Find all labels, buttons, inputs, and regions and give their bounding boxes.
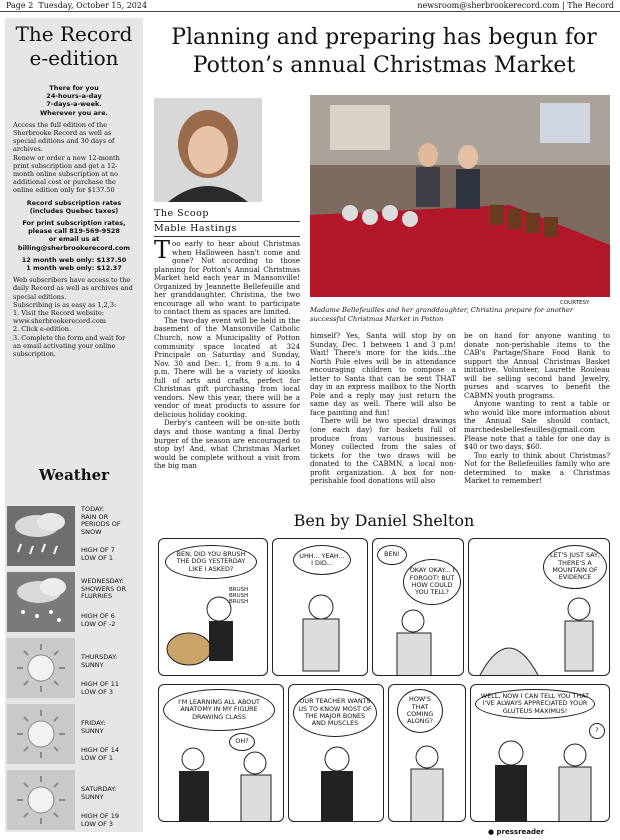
sidebar-title — [5, 22, 143, 70]
weather-condition: FLURRIES — [81, 592, 112, 601]
article-paragraph: Anyone wanting to rent a table or who would like more information about the Annual Sale should contact, marchedesbellesfeuilles@gmail.com Please note that a table for one day is $40 or two days, $60. — [464, 399, 610, 452]
weather-day-name: FRIDAY: — [81, 719, 106, 727]
sidebar-text — [13, 84, 135, 358]
rates-heading: Record subscription rates — [26, 198, 122, 207]
photo-credit: COURTESY — [560, 300, 590, 306]
speech-bubble: BEN, DID YOU BRUSH THE DOG YESTERDAY LIKE I ASKED? — [165, 545, 257, 579]
comic-strips — [158, 538, 610, 824]
comic-panel — [468, 538, 610, 676]
weather-low: LOW OF 3 — [81, 688, 114, 696]
speech-bubble: UHH... YEAH... I DID... — [293, 545, 351, 575]
author-byline: Mable Hastings — [154, 223, 300, 237]
newsroom-email[interactable]: newsroom@sherbrookerecord.com — [417, 1, 560, 10]
header-right: newsroom@sherbrookerecord.com | The Record — [417, 1, 614, 10]
section-label: The Scoop — [154, 208, 300, 222]
pressreader-logo — [488, 828, 544, 836]
comic-title: Ben by Daniel Shelton — [293, 511, 475, 530]
fur-pile-icon — [469, 579, 610, 676]
comic-panel — [388, 684, 466, 822]
speech-bubble: I'M LEARNING ALL ABOUT ANATOMY IN MY FIGURE DRAWING CLASS — [163, 689, 275, 731]
speech-bubble: LET'S JUST SAY, THERE'S A MOUNTAIN OF EVIDENCE — [543, 545, 607, 589]
web-rate-12-month: 12 month web only: $137.50 — [21, 255, 127, 264]
sidebar-title-line1: The Record — [15, 22, 133, 46]
speech-bubble: WELL, NOW I CAN TELL YOU THAT I'VE ALWAYS APPRECIATED YOUR GLUTEUS MAXIMUS! — [475, 689, 595, 719]
headline-line2: Potton’s annual Christmas Market — [192, 53, 576, 78]
weather-high: HIGH OF 6 — [81, 612, 115, 620]
speech-bubble: BEN! — [377, 545, 407, 565]
weather-low: LOW OF 1 — [81, 554, 114, 562]
showers-icon — [7, 572, 75, 632]
weather-day-name: THURSDAY: — [81, 653, 118, 661]
sun-icon — [7, 638, 75, 698]
web-rate-1-month: 1 month web only: $12.37 — [26, 264, 122, 273]
sidebar-paragraph: Renew or order a new 12-month print subscription and get a 12-month online subscription at no additional cost or purchase the online edition only for $137.50 — [13, 153, 120, 195]
comic-strip-2 — [158, 684, 610, 822]
headline-line1: Planning and preparing has begun for — [171, 25, 597, 50]
comic-strip-1 — [158, 538, 610, 676]
rates-subheading: (includes Quebec taxes) — [29, 206, 119, 215]
weather-high: HIGH OF 11 — [81, 680, 119, 688]
billing-email[interactable]: billing@sherbrookerecord.com — [17, 243, 131, 252]
sound-effect: BRUSH BRUSH BRUSH — [229, 587, 249, 605]
market-photo — [310, 95, 610, 297]
weather-day-name: TODAY: — [81, 505, 105, 513]
article-column-1 — [154, 236, 300, 471]
article-paragraph: There will be two special drawings (one each day) for baskets full of produce from various businesses. Money collected from the sales of tickets for the two draws will be donated to the CABMN, a local non-profit organization. A box for non-perishable food donations will also — [310, 416, 456, 486]
article-paragraph — [154, 236, 300, 317]
article-paragraph: himself? Yes, Santa will stop by on Sunday, Dec. 1 between 1 and 3 p.m! Wait! There's more for the kids...the North Pole elves will be in attendance encouraging children to compose a letter to Santa that can be sent THAT day in an express mailbox to the North Pole and a reply may just return the same day as well. There will also be face painting and fun! — [310, 331, 456, 417]
sidebar-title-line2: e-edition — [29, 46, 119, 70]
article-column-3 — [464, 332, 610, 486]
weather-condition: SNOW — [81, 527, 102, 536]
ben-icon — [373, 607, 464, 676]
weather-condition: SUNNY — [81, 726, 104, 735]
comic-panel — [288, 684, 384, 822]
two-characters-icon — [159, 745, 284, 822]
article-paragraph: Derby's canteen will be on-site both days and those wanting a final Derby burger of the season are encouraged to stop by! And, what Christmas Market would be complete without a visit from the big man — [154, 418, 300, 471]
weather-condition: SUNNY — [81, 660, 104, 669]
tagline-4: Wherever you are. — [40, 108, 108, 117]
speech-bubble: OH? — [229, 733, 255, 751]
weather-high: HIGH OF 14 — [81, 746, 119, 754]
weather-low: LOW OF 1 — [81, 754, 114, 762]
comic-panel — [158, 538, 268, 676]
weather-day-name: WEDNESDAY: — [81, 577, 124, 585]
page-number-date — [6, 1, 147, 10]
weather-day — [5, 766, 143, 840]
speech-bubble: OUR TEACHER WANTS US TO KNOW MOST OF THE MAJOR BONES AND MUSCLES — [293, 689, 377, 737]
weather-day-name: SATURDAY: — [81, 785, 117, 793]
tagline-1: There for you — [49, 84, 99, 92]
tagline-3: 7-days-a-week. — [46, 100, 102, 109]
sidebar-step: 1. Visit the Record website: www.sherbrookerecord.com — [13, 309, 106, 326]
sidebar-step: 3. Complete the form and wait for an email activating your online subscription. — [13, 333, 126, 359]
ben-icon — [273, 579, 368, 676]
article-column-2 — [310, 332, 456, 486]
article-headline — [152, 24, 616, 80]
sidebar — [5, 18, 143, 832]
print-phone: please call 819-569-9528 — [28, 227, 120, 236]
issue-date: Tuesday, October 15, 2024 — [38, 1, 148, 10]
paper-name: The Record — [567, 1, 614, 10]
pressreader-brand: pressreader — [496, 828, 545, 836]
drop-cap: T — [154, 236, 171, 264]
comic-panel — [470, 684, 610, 822]
comic-panel — [372, 538, 464, 676]
rain-snow-icon — [7, 506, 75, 566]
tagline-2: 24-hours-a-day — [46, 92, 102, 101]
weather-day — [5, 700, 143, 776]
page-number: Page 2 — [6, 1, 34, 10]
market-scene-icon — [310, 95, 610, 297]
two-characters-icon — [471, 729, 610, 822]
weather-heading: Weather — [38, 466, 110, 484]
weather-condition: PERIODS OF — [81, 520, 121, 529]
weather-low: LOW OF 3 — [81, 820, 114, 828]
author-photo-icon — [154, 98, 262, 202]
print-rates-line: or email us at — [48, 235, 100, 244]
author-portrait — [154, 98, 262, 202]
print-rates-line: For print subscription rates, — [22, 219, 126, 228]
weather-condition: SHOWERS OR — [81, 584, 127, 593]
speech-bubble: OKAY OKAY... I FORGOT! BUT HOW COULD YOU TELL? — [403, 559, 461, 605]
dog-and-ben-icon — [159, 579, 268, 676]
ben-icon — [389, 741, 466, 822]
sidebar-paragraph: Access the full edition of the Sherbrooke Record as well as special editions and 30 days of archives. — [13, 120, 115, 154]
speech-bubble: ? — [589, 723, 605, 739]
pressreader-icon: ● — [488, 828, 495, 836]
sidebar-step: 2. Click e-edition. — [13, 325, 72, 334]
comic-panel — [272, 538, 368, 676]
comic-panel — [158, 684, 284, 822]
weather-day — [5, 568, 143, 644]
article-paragraph: The two-day event will be held in the basement of the Mansonville Catholic Church, now a Municipality of Potton community space located at 324 Principale on Saturday and Sunday, Nov. 30 and Dec. 1, from 9 a.m. to 4 p.m. There will be a variety of kiosks full of arts and crafts, perfect for Christmas gift purchasing from local vendors. New this year, there will be a vendor of meat products to assure for delicious holiday cooking. — [154, 315, 300, 419]
weather-day — [5, 634, 143, 710]
character-icon — [289, 741, 384, 822]
sun-icon — [7, 704, 75, 764]
weather-high: HIGH OF 7 — [81, 546, 115, 554]
weather-low: LOW OF -2 — [81, 620, 116, 628]
article-paragraph: be on hand for anyone wanting to donate non-perishable items to the CAB's Partage/Share Food Bank to support the Annual Christmas Basket initiative. Volunteer, Laurette Rouleau will be selling second hand Jewelry, purses and scarves to benefit the CABMN youth programs. — [464, 331, 610, 400]
weather-high: HIGH OF 19 — [81, 812, 119, 820]
photo-caption: Madame Bellefeuilles and her granddaughter, Christina prepare for another successful Christmas Market in Potton — [310, 306, 574, 323]
article-paragraph: Too early to think about Christmas? Not for the Bellefeuilles family who are determined to make a Christmas Market to remember! — [464, 450, 610, 486]
weather-day — [5, 502, 143, 578]
sidebar-paragraph: Subscribing is as easy as 1,2,3: — [13, 300, 117, 309]
speech-bubble: HOW'S THAT COMING ALONG? — [397, 689, 443, 733]
weather-condition: SUNNY — [81, 792, 104, 801]
sun-icon — [7, 770, 75, 830]
sidebar-paragraph: Web subscribers have access to the daily Record as well as archives and special editions. — [13, 276, 133, 301]
weather-condition: RAIN OR — [81, 512, 109, 521]
article-text: oo early to hear about Christmas when Halloween hasn't come and gone? Not according to those planning for Potton's Annual Christmas Market held each year in Mansonville! Organized by Jeannette Bellefeuille and her granddaughter, Christina, the two encourage all who want to participate to contact them as spaces are limited. — [154, 239, 300, 317]
page-header — [0, 0, 620, 12]
